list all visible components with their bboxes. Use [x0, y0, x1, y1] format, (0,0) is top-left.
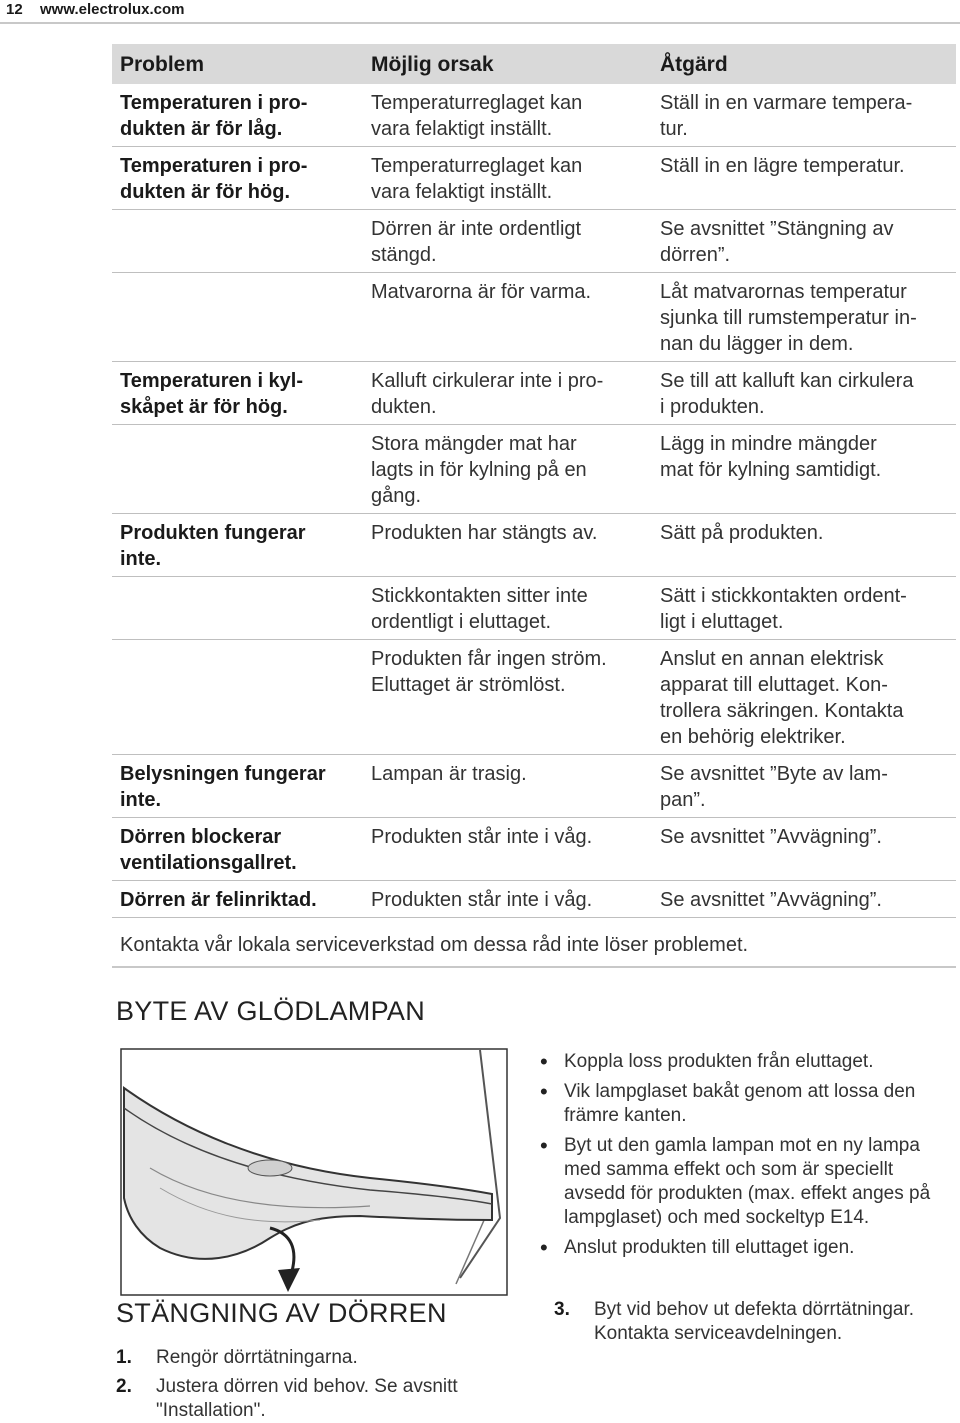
action-cell-line: Se avsnittet ”Avvägning”. [660, 826, 882, 848]
problem-cell [120, 761, 358, 813]
problem-cell-line: inte. [120, 548, 162, 570]
problem-cell-line: Temperaturen i pro- [120, 92, 308, 114]
action-cell [660, 887, 950, 913]
cause-cell-line: Kalluft cirkulerar inte i pro- [371, 370, 604, 392]
problem-cell [120, 887, 358, 913]
cause-cell [371, 368, 641, 420]
cause-cell-line: Stora mängder mat har [371, 433, 577, 455]
door-step [116, 1375, 496, 1423]
action-cell-line: Se avsnittet ”Stängning av [660, 218, 894, 240]
cause-cell-line: ordentligt i eluttaget. [371, 611, 552, 633]
problem-cell-line: Temperaturen i kyl- [120, 370, 304, 392]
table-row [112, 362, 956, 425]
action-cell-line: ligt i eluttaget. [660, 611, 784, 633]
cause-cell-line: lagts in för kylning på en [371, 459, 587, 481]
lamp-cover-illustration [120, 1048, 508, 1296]
table-row [112, 640, 956, 755]
problem-cell [120, 90, 358, 142]
action-cell-line: Se avsnittet ”Byte av lam- [660, 763, 888, 785]
action-cell-line: i produkten. [660, 396, 765, 418]
table-row [112, 514, 956, 577]
step-text-line: Justera dörren vid behov. Se avsnitt [156, 1376, 458, 1397]
page-header [0, 0, 960, 22]
cause-cell [371, 824, 641, 850]
column-header-problem: Problem [120, 53, 205, 76]
step-text-line: Kontakta serviceavdelningen. [594, 1323, 843, 1344]
cause-cell-line: Temperaturreglaget kan [371, 92, 583, 114]
action-cell-line: Anslut en annan elektrisk [660, 648, 884, 670]
action-cell [660, 153, 950, 179]
action-cell-line: nan du lägger in dem. [660, 333, 854, 355]
action-cell [660, 761, 950, 813]
problem-cell-line: Produkten fungerar [120, 522, 306, 544]
action-cell [660, 583, 950, 635]
action-cell-line: Se till att kalluft kan cirkulera [660, 370, 914, 392]
lamp-illustration-svg [120, 1048, 508, 1296]
action-cell-line: Se avsnittet ”Avvägning”. [660, 889, 882, 911]
cause-cell-line: Dörren är inte ordentligt [371, 218, 582, 240]
cause-cell-line: Produkten får ingen ström. [371, 648, 607, 670]
cause-cell [371, 583, 641, 635]
site-url: www.electrolux.com [40, 1, 185, 18]
column-header-action: Åtgärd [660, 53, 728, 76]
action-cell [660, 90, 950, 142]
cause-cell-line: Temperaturreglaget kan [371, 155, 583, 177]
step-number: 1. [116, 1347, 132, 1368]
problem-cell-line: inte. [120, 789, 162, 811]
cause-cell [371, 90, 641, 142]
step-text-line: Rengör dörrtätningarna. [156, 1347, 358, 1368]
table-row [112, 425, 956, 514]
problem-cell-line: Dörren är felinriktad. [120, 889, 317, 911]
problem-cell [120, 368, 358, 420]
problem-cell [120, 520, 358, 572]
table-row [112, 881, 956, 918]
action-cell-line: Låt matvarornas temperatur [660, 281, 907, 303]
door-step [116, 1346, 496, 1370]
lamp-step-item: • Byt ut den gamla lampan mot en ny lampa med samma effekt och som är speciellt avsedd för produkten (max. effekt anges på lampglaset) och med sockeltyp E14. [536, 1134, 956, 1230]
header-rule [0, 22, 960, 24]
problem-cell-line: Dörren blockerar [120, 826, 282, 848]
row-divider [112, 917, 956, 918]
cause-cell-line: vara felaktigt inställt. [371, 118, 553, 140]
step-text [156, 1375, 458, 1423]
table-row [112, 577, 956, 640]
problem-cell-line: Belysningen fungerar [120, 763, 326, 785]
table-row [112, 818, 956, 881]
action-cell-line: apparat till eluttaget. Kon- [660, 674, 888, 696]
table-row [112, 147, 956, 210]
problem-cell-line: skåpet är för hög. [120, 396, 288, 418]
cause-cell-line: Produkten står inte i våg. [371, 826, 593, 848]
cause-cell-line: Produkten har stängts av. [371, 522, 598, 544]
action-cell [660, 520, 950, 546]
cause-cell-line: stängd. [371, 244, 437, 266]
lamp-step-item: • Koppla loss produkten från eluttaget. [536, 1050, 956, 1074]
table-body [112, 84, 956, 918]
cause-cell-line: dukten. [371, 396, 437, 418]
table-row [112, 755, 956, 818]
table-footnote: Kontakta vår lokala serviceverkstad om dessa råd inte löser problemet. [120, 934, 749, 956]
lamp-section-title: BYTE AV GLÖDLAMPAN [116, 996, 425, 1026]
action-cell [660, 216, 950, 268]
action-cell [660, 824, 950, 850]
troubleshooting-table [112, 44, 956, 918]
step-text [156, 1346, 358, 1370]
action-cell-line: Lägg in mindre mängder [660, 433, 877, 455]
action-cell-line: mat för kylning samtidigt. [660, 459, 882, 481]
table-row [112, 273, 956, 362]
door-section-title: STÄNGNING AV DÖRREN [116, 1298, 447, 1328]
cause-cell-line: vara felaktigt inställt. [371, 181, 553, 203]
action-cell-line: Sätt i stickkontakten ordent- [660, 585, 907, 607]
cause-cell-line: gång. [371, 485, 422, 507]
step-text-line: "Installation". [156, 1400, 266, 1421]
lamp-step-item: • Vik lampglaset bakåt genom att lossa den främre kanten. [536, 1080, 956, 1128]
problem-cell [120, 824, 358, 876]
action-cell-line: trollera säkringen. Kontakta [660, 700, 904, 722]
lamp-step-item: • Anslut produkten till eluttaget igen. [536, 1236, 956, 1260]
problem-cell-line: ventilationsgallret. [120, 852, 297, 874]
step-text-line: Byt vid behov ut defekta dörrtätningar. [594, 1299, 915, 1320]
cause-cell [371, 279, 641, 305]
action-cell [660, 368, 950, 420]
cause-cell-line: Stickkontakten sitter inte [371, 585, 588, 607]
table-row [112, 210, 956, 273]
cause-cell [371, 646, 641, 698]
action-cell-line: pan”. [660, 789, 706, 811]
cause-cell [371, 431, 641, 509]
page-number: 12 [6, 1, 23, 18]
step-number: 2. [116, 1376, 132, 1397]
footnote-rule [112, 966, 956, 968]
action-cell [660, 646, 950, 750]
cause-cell [371, 887, 641, 913]
table-header [112, 44, 956, 84]
door-step [554, 1298, 954, 1346]
action-cell-line: Sätt på produkten. [660, 522, 824, 544]
problem-cell-line: Temperaturen i pro- [120, 155, 308, 177]
action-cell [660, 431, 950, 483]
action-cell-line: Ställ in en varmare tempera- [660, 92, 913, 114]
action-cell-line: en behörig elektriker. [660, 726, 846, 748]
cause-cell-line: Produkten står inte i våg. [371, 889, 593, 911]
cause-cell [371, 761, 641, 787]
cause-cell-line: Matvarorna är för varma. [371, 281, 592, 303]
cause-cell [371, 520, 641, 546]
action-cell-line: dörren”. [660, 244, 731, 266]
cause-cell-line: Lampan är trasig. [371, 763, 527, 785]
column-header-cause: Möjlig orsak [371, 53, 494, 76]
cause-cell-line: Eluttaget är strömlöst. [371, 674, 566, 696]
action-cell-line: Ställ in en lägre temperatur. [660, 155, 905, 177]
cause-cell [371, 216, 641, 268]
problem-cell-line: dukten är för hög. [120, 181, 290, 203]
problem-cell [120, 153, 358, 205]
step-number: 3. [554, 1299, 570, 1320]
lamp-steps-list [536, 1050, 956, 1266]
action-cell [660, 279, 950, 357]
action-cell-line: tur. [660, 118, 688, 140]
problem-cell-line: dukten är för låg. [120, 118, 283, 140]
action-cell-line: sjunka till rumstemperatur in- [660, 307, 917, 329]
table-row [112, 84, 956, 147]
step-text [594, 1298, 914, 1346]
cause-cell [371, 153, 641, 205]
